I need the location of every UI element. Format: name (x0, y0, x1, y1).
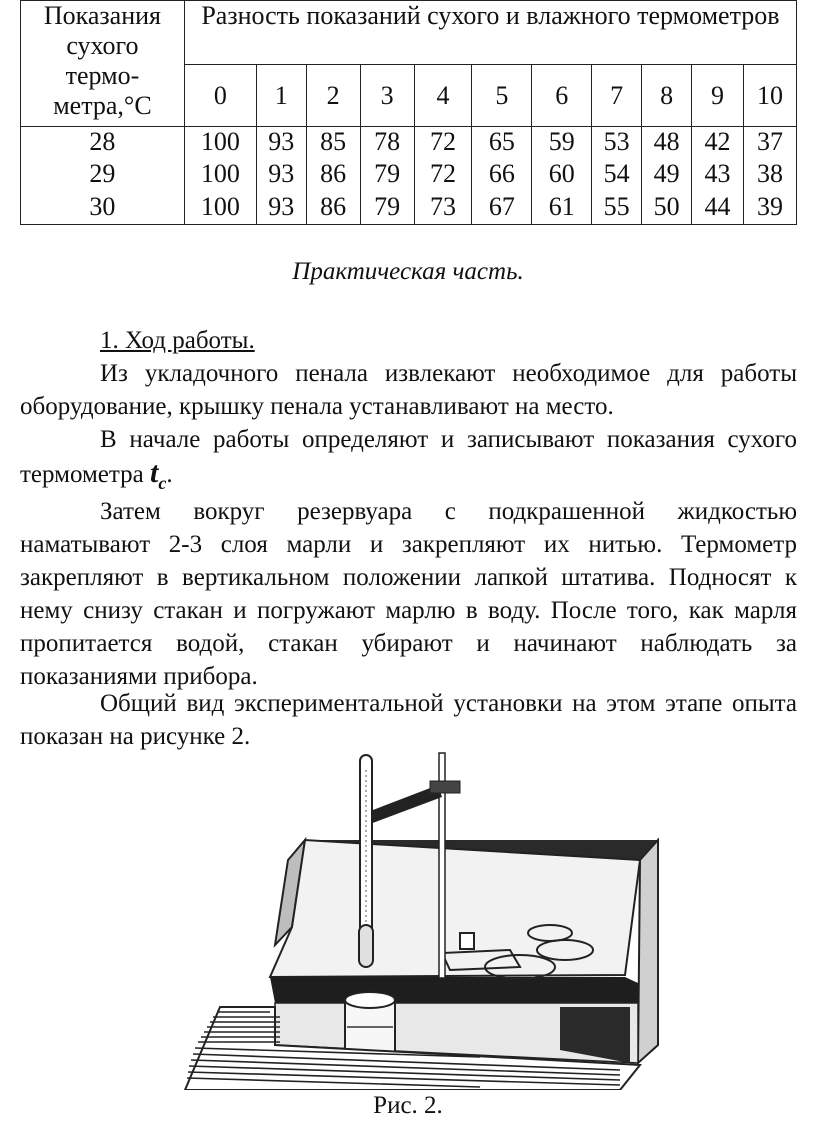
row-temperature: 28 (21, 127, 185, 159)
cell: 65 (472, 127, 532, 159)
gauze-reservoir (359, 925, 373, 967)
step-title-text: 1. Ход работы. (100, 327, 255, 354)
cell: 55 (592, 192, 642, 225)
figure-caption: Рис. 2. (373, 1092, 443, 1119)
psychrometric-table (20, 0, 797, 225)
small-jar (460, 933, 474, 949)
case-front-band (270, 977, 638, 1003)
diff-value: 3 (360, 65, 414, 127)
diff-value: 8 (642, 65, 692, 127)
paragraph-2-text: В начале работы определяют и записывают показания сухого термометра (20, 426, 797, 488)
section-title: Практическая часть. (292, 258, 524, 285)
cell: 100 (184, 192, 256, 225)
dry-temperature-symbol (149, 456, 167, 493)
cell: 66 (472, 159, 532, 192)
cell: 93 (256, 127, 306, 159)
cell: 42 (692, 127, 744, 159)
paragraph-2 (20, 423, 797, 500)
cell: 53 (592, 127, 642, 159)
diff-value: 1 (256, 65, 306, 127)
cell: 38 (743, 159, 796, 192)
clamp-screw (430, 781, 460, 793)
row-temperature: 30 (21, 192, 185, 225)
cell: 79 (360, 192, 414, 225)
cell: 93 (256, 159, 306, 192)
paragraph-3: Затем вокруг резервуара с подкрашенной жидкостью наматывают 2-3 слоя марли и закрепляют их нитью. Термометр закрепляют в вертикальном положении лапкой штатива. Подносят к нему снизу стакан и погружают марлю в воду. После того, как марля пропитается водой, стакан убирают и начинают наблюдать за показаниями прибора. (20, 498, 797, 690)
table-row (21, 159, 797, 192)
cell: 86 (306, 159, 360, 192)
cell: 79 (360, 159, 414, 192)
cell: 67 (472, 192, 532, 225)
paragraph-2-end: . (166, 461, 173, 488)
diff-value: 4 (414, 65, 472, 127)
cell: 93 (256, 192, 306, 225)
cell: 39 (743, 192, 796, 225)
diff-value: 9 (692, 65, 744, 127)
cell: 43 (692, 159, 744, 192)
cell: 73 (414, 192, 472, 225)
cell: 60 (532, 159, 592, 192)
cell: 49 (642, 159, 692, 192)
cell: 100 (184, 159, 256, 192)
paragraph-4: Общий вид экспериментальной установки на этом этапе опыта показан на рисунке 2. (20, 690, 797, 750)
diff-value: 7 (592, 65, 642, 127)
cell: 78 (360, 127, 414, 159)
glass-rim (345, 992, 395, 1008)
diff-value: 2 (306, 65, 360, 127)
diff-value: 5 (472, 65, 532, 127)
cell: 72 (414, 159, 472, 192)
dry-thermometer-header: Показания сухого термо- метра,°С (21, 1, 185, 127)
table-row (21, 192, 797, 225)
cell: 72 (414, 127, 472, 159)
cell: 54 (592, 159, 642, 192)
cell: 44 (692, 192, 744, 225)
cell: 59 (532, 127, 592, 159)
temperature-variable: t (149, 456, 159, 489)
cell: 100 (184, 127, 256, 159)
row-temperature: 29 (21, 159, 185, 192)
cell: 48 (642, 127, 692, 159)
diff-value: 0 (184, 65, 256, 127)
diff-value: 10 (743, 65, 796, 127)
cell: 37 (743, 127, 796, 159)
cell: 85 (306, 127, 360, 159)
cell: 50 (642, 192, 692, 225)
temperature-subscript: c (158, 473, 167, 493)
difference-header: Разность показаний сухого и влажного термометров (184, 1, 796, 65)
step-title (20, 324, 797, 357)
cell: 86 (306, 192, 360, 225)
paragraph-1: Из укладочного пенала извлекают необходимое для работы оборудование, крышку пенала устанавливают на место. (20, 360, 797, 420)
case-right-panel (638, 840, 658, 1063)
diff-value: 6 (532, 65, 592, 127)
table-row (21, 127, 797, 159)
cell: 61 (532, 192, 592, 225)
experimental-setup-figure (180, 745, 670, 1090)
